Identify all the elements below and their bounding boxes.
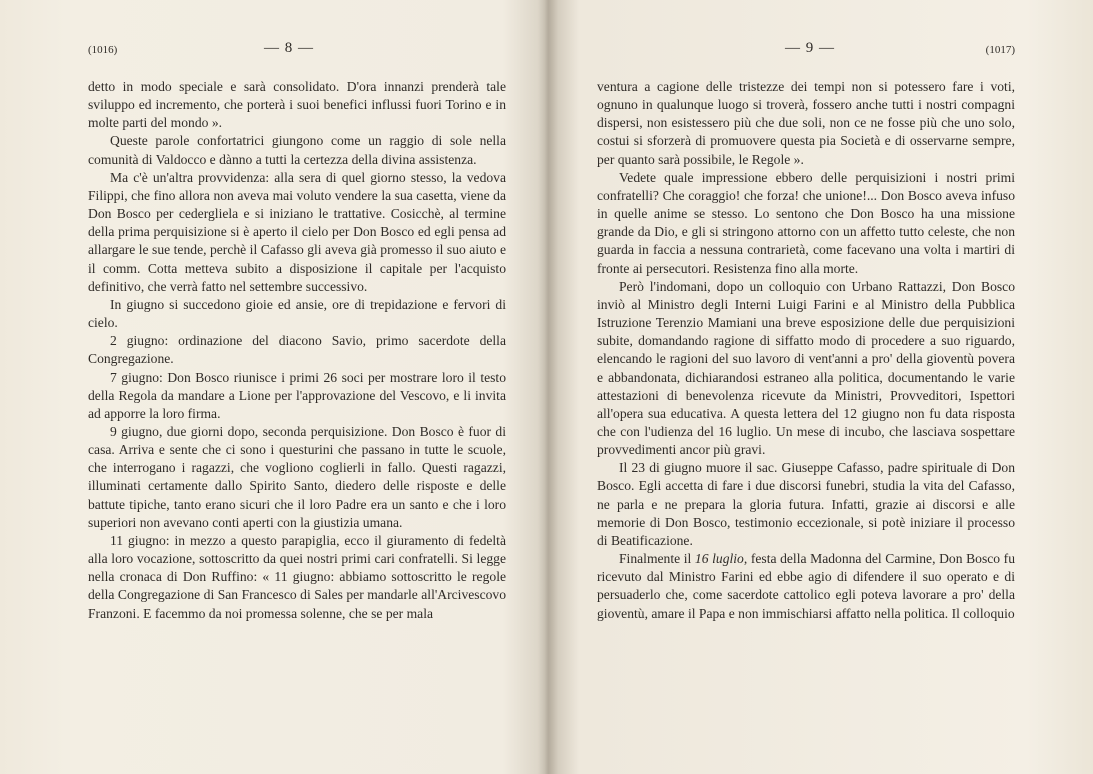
paragraph: ventura a cagione delle tristezze dei tempi non si potessero fare i voti, ognuno in qualunque luogo si troverà, fossero anche tutti i nostri compagni dispersi, non esistessero più che due soli, non ce ne fosse più che uno solo, costui si sforzerà di promuovere questa pia Società e di osservarne sempre, per quanto sarà possibile, le Regole ».: [597, 79, 1015, 167]
paragraph: 9 giugno, due giorni dopo, seconda perquisizione. Don Bosco è fuor di casa. Arriva e sente che ci sono i questurini che passano in tutte le scuole, che interrogano i ragazzi, che vogliono coglierli in fallo. Questi ragazzi, illuminati certamente dallo Spirito Santo, diedero delle risposte e delle battute tipiche, tanto erano sicuri che il loro Padre era un santo e che i loro superiori non avevano conti aperti con la giustizia umana.: [88, 423, 506, 530]
paragraph: Però l'indomani, dopo un colloquio con Urbano Rattazzi, Don Bosco inviò al Ministro degli Interni Luigi Farini e al Ministro della Pubblica Istruzione Terenzio Mamiani una breve esposizione delle due perquisizioni subite, domandando ragione di siffatto modo di procedere a suo riguardo, elencando le ragioni del suo lavoro di vent'anni a pro' della gioventù povera e abbandonata, dichiarandosi estraneo alla politica, documentando le varie attestazioni di benevolenza ricevute da Ministri, Provveditori, Ispettori all'opera sua educativa. A questa lettera del 12 giugno non fu data risposta che con l'udienza del 16 luglio. Un mese di incubo, che lasciava sospettare provvedimenti ancor più gravi.: [597, 278, 1015, 458]
italic-date: 16 luglio: [694, 551, 744, 567]
paragraph: Ma c'è un'altra provvidenza: alla sera di quel giorno stesso, la vedova Filippi, che fino allora non aveva mai voluto vendere la sua casetta, viene da Don Bosco per cedergliela e si iniziano le trattative. Cosicchè, al termine della prima perquisizione si è aperto il cielo per Don Bosco ed egli pensa ad allargare le sue tende, perchè il Cafasso gli aveva già promesso il suo aiuto e il comm. Cotta metteva subito a disposizione il capitale per l'acquisto definitivo, che verrà fatto nel settembre successivo.: [88, 169, 506, 294]
right-page-folio: — 9 —: [785, 40, 835, 56]
right-page-body: [597, 78, 1015, 623]
paragraph: In giugno si succedono gioie ed ansie, ore di trepidazione e fervori di cielo.: [88, 296, 506, 331]
right-page-header: [597, 40, 1015, 62]
left-page-body: [88, 78, 506, 623]
right-page: [597, 40, 1015, 623]
paragraph: 11 giugno: in mezzo a questo parapiglia, ecco il giuramento di fedeltà alla loro vocazione, sottoscritto da quei nostri primi cari confratelli. Si legge nella cronaca di Don Ruffino: « 11 giugno: abbiamo sottoscritto le regole della Congregazione di San Francesco di Sales per mandarle all'Arcivescovo Franzoni. E facemmo da noi promessa solenne, che se per mala: [88, 532, 506, 621]
left-page-folio: — 8 —: [264, 40, 314, 56]
paragraph: Vedete quale impressione ebbero delle perquisizioni i nostri primi confratelli? Che coraggio! che forza! che unione!... Don Bosco aveva infuso in quelle anime se stesso. Lo sentono che Don Bosco ha una missione grande da Dio, e gli si stringono attorno con un affetto tutto celeste, che non guarda in faccia a nessuna contrarietà, come facevano una volta i martiri di fronte ai persecutori. Resistenza fino alla morte.: [597, 169, 1015, 276]
left-page: [88, 40, 506, 623]
left-page-header: [88, 40, 506, 62]
paragraph: 2 giugno: ordinazione del diacono Savio, primo sacerdote della Congregazione.: [88, 333, 506, 367]
right-page-label: (1017): [985, 44, 1015, 56]
paragraph: detto in modo speciale e sarà consolidato. D'ora innanzi prenderà tale sviluppo ed incremento, che porterà i suoi benefici influssi fuori Torino e in molte parti del mondo ».: [88, 79, 506, 131]
paragraph-final: [597, 550, 1015, 623]
paragraph: 7 giugno: Don Bosco riunisce i primi 26 soci per mostrare loro il testo della Regola da mandare a Lione per l'approvazione del Vescovo, e li invita ad apporre la loro firma.: [88, 369, 506, 421]
paragraph: Il 23 di giugno muore il sac. Giuseppe Cafasso, padre spirituale di Don Bosco. Egli accetta di fare i due discorsi funebri, studia la vita del Cafasso, ne parla e ne prepara la gloria futura. Infatti, grazie ai discorsi e alle memorie di Don Bosco, testimonio eccezionale, si potè iniziare il processo di Beatificazione.: [597, 460, 1015, 548]
book-gutter: [538, 0, 558, 774]
text-run: , festa della Madonna del Carmine, Don Bosco fu ricevuto dal Ministro Farini ed ebbe agio di difendere il suo operato e di persuaderlo che, come sacerdote cattolico egli poteva lavorare a pro' della gioventù, amare il Papa e non immischiarsi affatto nella politica. Il colloquio: [597, 551, 1015, 621]
paragraph: Queste parole confortatrici giungono come un raggio di sole nella comunità di Valdocco e dànno a tutti la certezza della divina assistenza.: [88, 133, 506, 167]
left-page-label: (1016): [88, 44, 118, 56]
text-run: Finalmente il: [619, 551, 695, 567]
